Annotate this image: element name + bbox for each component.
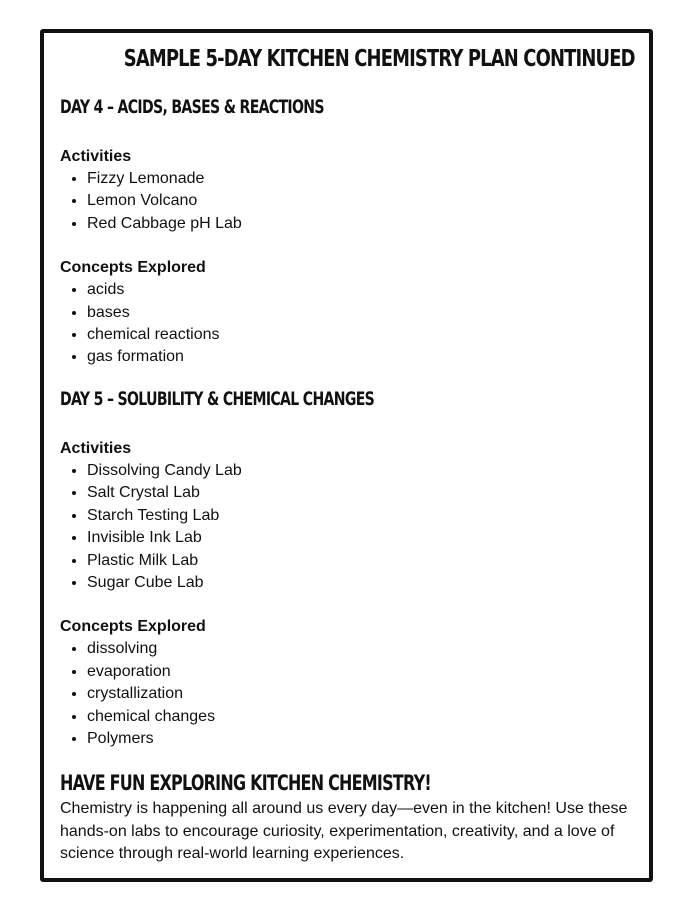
day-5-section [60,384,640,750]
day-4-concepts-label: Concepts Explored [60,259,206,277]
day-5-activities-label: Activities [60,440,132,457]
day-5-concepts-list [60,638,640,750]
list-item: • Fizzy Lemonade [87,168,640,190]
list-item: • Starch Testing Lab [87,505,640,527]
closing-text: Chemistry is happening all around us every day—even in the kitchen! Use these hands-on labs to encourage curiosity, experimentation, creativity, and a love of science through real-world learning experiences. [60,800,628,862]
day-5-concepts-label: Concepts Explored [60,618,206,636]
list-item: • bases [87,302,640,324]
list-item: • acids [87,279,640,301]
day-5-heading: DAY 5 – SOLUBILITY & CHEMICAL CHANGES [60,388,375,410]
list-item: • evaporation [87,661,640,683]
day-4-activities-list [60,168,640,235]
day-5-activities-list [60,460,640,594]
closing-title: HAVE FUN EXPLORING KITCHEN CHEMISTRY! [60,771,431,795]
list-item: • gas formation [87,346,640,368]
list-item: • crystallization [87,683,640,705]
list-item: • Dissolving Candy Lab [87,460,640,482]
day-4-heading: DAY 4 – ACIDS, BASES & REACTIONS [60,96,324,118]
list-item: • chemical reactions [87,324,640,346]
list-item: • chemical changes [87,706,640,728]
list-item: • Sugar Cube Lab [87,572,640,594]
list-item: • dissolving [87,638,640,660]
list-item: • Lemon Volcano [87,190,640,212]
page-title: SAMPLE 5-DAY KITCHEN CHEMISTRY PLAN CONTINUED [123,46,635,72]
day-4-section [60,92,640,369]
day-4-concepts-list [60,279,640,369]
list-item: • Invisible Ink Lab [87,527,640,549]
closing-section [60,768,640,866]
list-item: • Polymers [87,728,640,750]
page-content [60,42,640,862]
day-4-activities-label: Activities [60,148,132,165]
list-item: • Salt Crystal Lab [87,482,640,504]
list-item: • Plastic Milk Lab [87,550,640,572]
list-item: • Red Cabbage pH Lab [87,213,640,235]
